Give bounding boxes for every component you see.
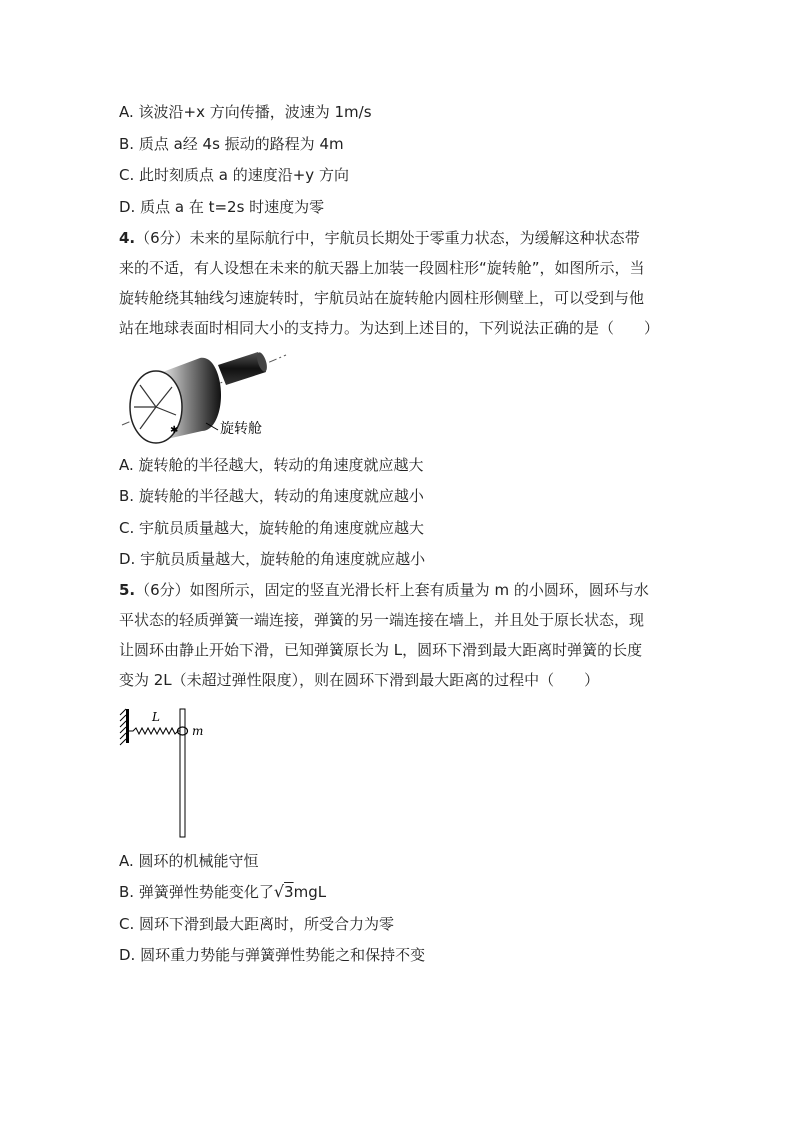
spring bbox=[129, 728, 182, 734]
q5-line-3: 让圆环由静止开始下滑，已知弹簧原长为 L，圆环下滑到最大距离时弹簧的长度 bbox=[119, 641, 643, 659]
sqrt-radicand: 3 bbox=[284, 883, 294, 901]
q4-option-c: C. 宇航员质量越大，旋转舱的角速度就应越大 bbox=[119, 519, 425, 537]
q5-option-b-unit: mgL bbox=[293, 883, 327, 901]
q4-option-b: B. 旋转舱的半径越大，转动的角速度就应越小 bbox=[119, 487, 424, 505]
wall-hatch bbox=[120, 709, 126, 745]
q5-option-b bbox=[119, 882, 326, 902]
q3-option-a: A. 该波沿+x 方向传播，波速为 1m/s bbox=[119, 103, 372, 121]
q5-line-4: 变为 2L（未超过弹性限度），则在圆环下滑到最大距离的过程中（ ） bbox=[119, 671, 600, 689]
q5-option-a: A. 圆环的机械能守恒 bbox=[119, 852, 259, 870]
q3-option-c: C. 此时刻质点 a 的速度沿+y 方向 bbox=[119, 166, 349, 184]
mass-label: m bbox=[192, 724, 204, 738]
q5-stem bbox=[119, 575, 679, 695]
q4-number: 4. bbox=[119, 229, 136, 247]
cabin-label: 旋转舱 bbox=[220, 421, 262, 437]
q5-option-d: D. 圆环重力势能与弹簧弹性势能之和保持不变 bbox=[119, 946, 426, 964]
sqrt-sign: √ bbox=[273, 882, 285, 901]
q3-option-b: B. 质点 a经 4s 振动的路程为 4m bbox=[119, 135, 344, 153]
q4-line-2: 来的不适，有人设想在未来的航天器上加装一段圆柱形“旋转舱”，如图所示，当 bbox=[119, 259, 645, 277]
spring-rod-figure bbox=[118, 703, 218, 843]
q5-option-b-text: B. 弹簧弹性势能变化了 bbox=[119, 883, 274, 901]
q4-option-d: D. 宇航员质量越大，旋转舱的角速度就应越小 bbox=[119, 550, 426, 568]
q4-line-3: 旋转舱绕其轴线匀速旋转时，宇航员站在旋转舱内圆柱形侧壁上，可以受到与他 bbox=[119, 289, 645, 307]
length-label: L bbox=[152, 710, 160, 724]
q3-option-d: D. 质点 a 在 t=2s 时速度为零 bbox=[119, 198, 325, 216]
wall bbox=[126, 709, 129, 743]
q5-option-c: C. 圆环下滑到最大距离时，所受合力为零 bbox=[119, 915, 395, 933]
q4-line-1: （6分）未来的星际航行中，宇航员长期处于零重力状态，为缓解这种状态带 bbox=[135, 229, 640, 247]
astronaut-mark: ✱ bbox=[170, 425, 179, 436]
q4-line-4: 站在地球表面时相同大小的支持力。为达到上述目的，下列说法正确的是（ ） bbox=[119, 319, 660, 337]
vertical-rod bbox=[180, 709, 185, 837]
q5-line-2: 平状态的轻质弹簧一端连接，弹簧的另一端连接在墙上，并且处于原长状态，现 bbox=[119, 611, 645, 629]
q5-number: 5. bbox=[119, 581, 136, 599]
q4-stem bbox=[119, 223, 679, 343]
rotating-cabin-figure bbox=[118, 345, 298, 445]
q5-line-1: （6分）如图所示，固定的竖直光滑长杆上套有质量为 m 的小圆环，圆环与水 bbox=[135, 581, 649, 599]
q4-option-a: A. 旋转舱的半径越大，转动的角速度就应越大 bbox=[119, 456, 424, 474]
